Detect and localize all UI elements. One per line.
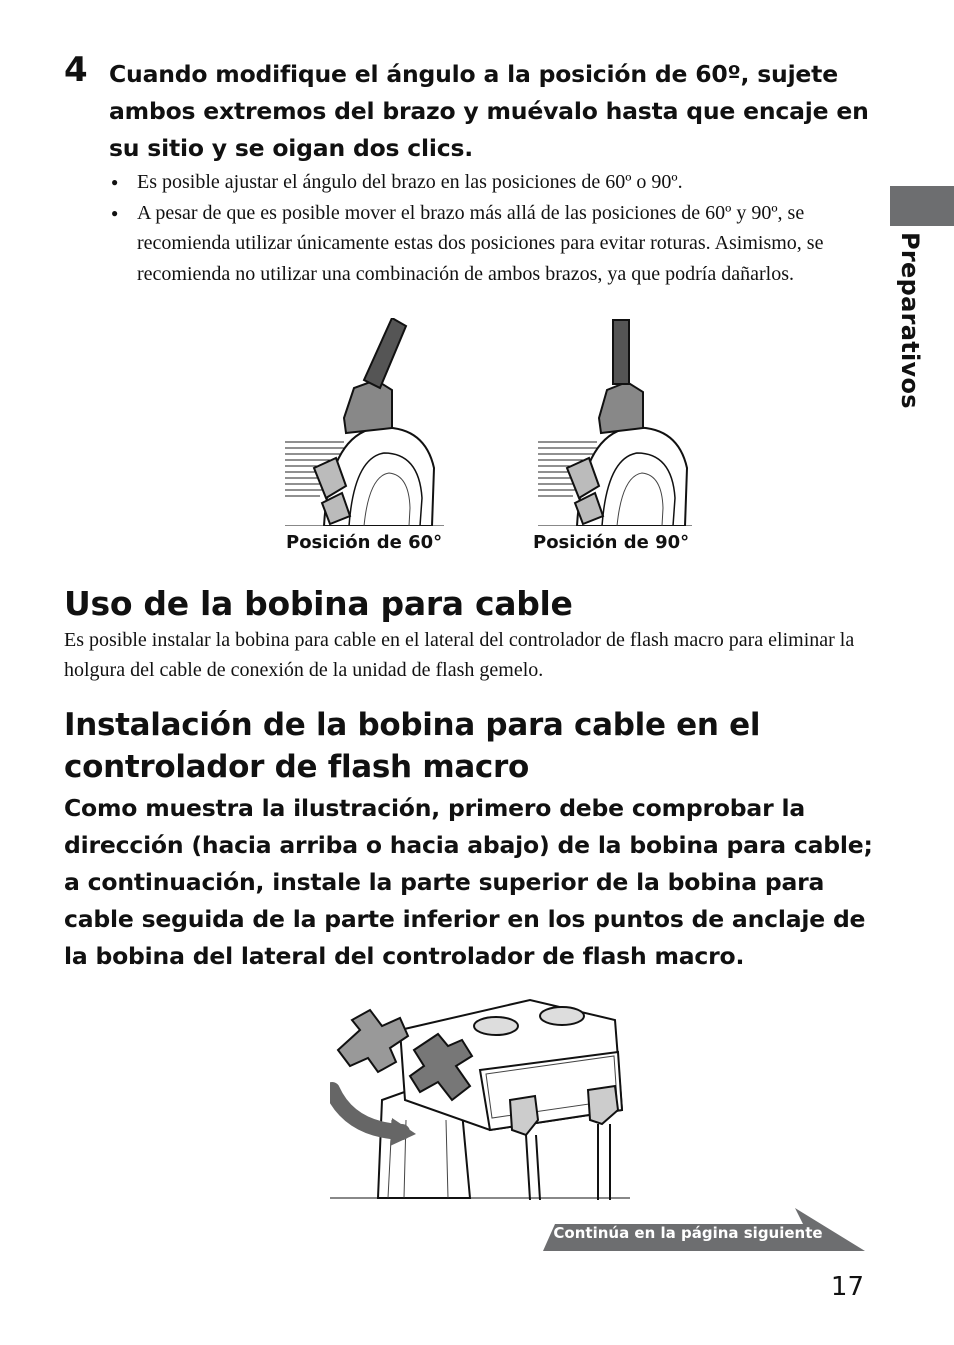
continue-label: Continúa en la página siguiente xyxy=(553,1224,823,1242)
section-body-cable-reel: Es posible instalar la bobina para cable en el lateral del controlador de flash macro para eliminar la holgura del cable de conexión de la unidad de flash gemelo. xyxy=(64,629,855,681)
step-number: 4 xyxy=(64,50,88,90)
arm-90-illustration xyxy=(537,318,692,526)
arm-60-illustration xyxy=(284,318,444,526)
section-tab-label: Preparativos xyxy=(896,232,924,409)
bullet-item: ● A pesar de que es posible mover el brazo más allá de las posiciones de 60º y 90º, se recomienda utilizar únicamente estas dos posiciones para evitar roturas. Asimismo, se recomienda no utilizar una combinación de ambos brazos, ya que podría dañarlos. xyxy=(109,198,849,290)
caption-60: Posición de 60° xyxy=(286,532,443,553)
section-heading-installation: Instalación de la bobina para cable en el controlador de flash macro xyxy=(64,707,761,785)
installation-instruction: Como muestra la ilustración, primero debe comprobar la dirección (hacia arriba o hacia abajo) de la bobina para cable; a continuación, instale la parte superior de la bobina para cable seguida de la parte inferior en los puntos de anclaje de la bobina del lateral del controlador de flash macro. xyxy=(64,794,873,970)
section-heading-cable-reel: Uso de la bobina para cable xyxy=(64,584,573,623)
page-number: 17 xyxy=(830,1272,864,1302)
caption-90: Posición de 90° xyxy=(533,532,690,553)
cable-reel-installation-illustration xyxy=(330,990,630,1200)
section-tab xyxy=(890,186,954,226)
bullet-item: ● Es posible ajustar el ángulo del brazo en las posiciones de 60º o 90º. xyxy=(109,167,849,198)
step-instruction: Cuando modifique el ángulo a la posición de 60º, sujete ambos extremos del brazo y muévalo hasta que encaje en su sitio y se oigan dos clics. xyxy=(109,60,869,162)
bullet-list xyxy=(109,167,849,289)
